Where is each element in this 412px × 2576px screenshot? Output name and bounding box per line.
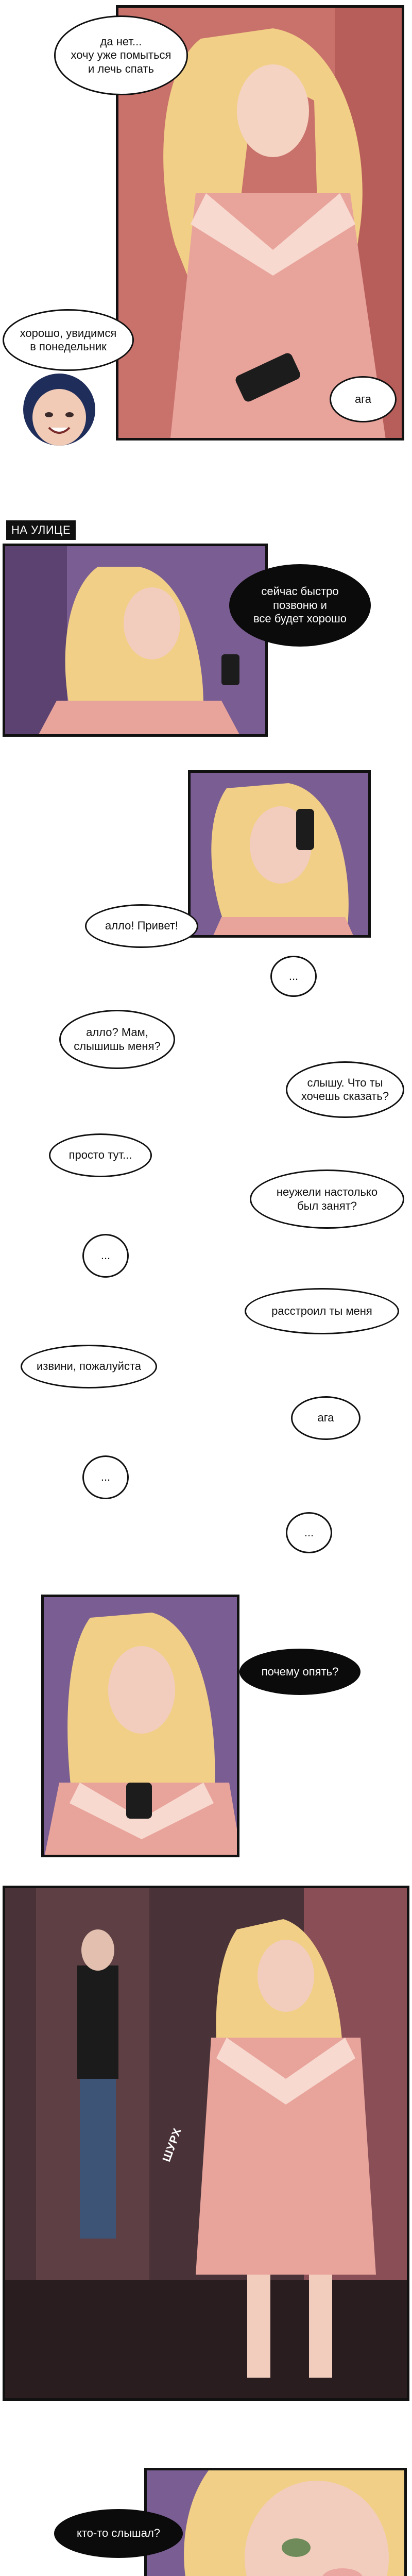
- phone: [296, 809, 314, 850]
- bubble-hello: алло! Привет!: [85, 904, 198, 948]
- panel-4-art: [44, 1597, 239, 1857]
- friend-eye-left: [45, 412, 53, 417]
- girl-face: [258, 1940, 314, 2012]
- bubble-just-here: просто тут...: [49, 1133, 152, 1177]
- face: [124, 587, 180, 659]
- bubble-ellipsis-1: ...: [270, 956, 317, 997]
- phone: [126, 1783, 152, 1819]
- panel-3-art: [191, 773, 371, 938]
- friend-face: [32, 389, 86, 446]
- bubble-aga-2: ага: [291, 1396, 360, 1440]
- dress: [36, 701, 242, 737]
- bubble-mom-hear-me: алло? Мам, слышишь меня?: [59, 1010, 175, 1069]
- bubble-sorry: извини, пожалуйста: [21, 1345, 157, 1388]
- face: [237, 64, 309, 157]
- panel-5-art: [5, 1888, 409, 2401]
- panel-4: [41, 1595, 239, 1857]
- panel-5: [3, 1886, 409, 2401]
- friend-avatar: [21, 371, 98, 448]
- friend-eye-right: [65, 412, 74, 417]
- bubble-see-you-monday: хорошо, увидимся в понедельник: [3, 309, 134, 371]
- bubble-upset: расстроил ты меня: [245, 1288, 399, 1334]
- panel-3: [188, 770, 371, 938]
- floor: [5, 2280, 409, 2401]
- face: [108, 1646, 175, 1734]
- eye: [282, 2538, 311, 2557]
- bubble-so-busy: неужели настолько был занят?: [250, 1170, 404, 1229]
- panel-6-art: [147, 2470, 407, 2576]
- sfx-rustle: ШУРХ: [160, 2126, 184, 2164]
- panel-2-art: [5, 546, 268, 737]
- phone: [221, 654, 239, 685]
- girl-dress: [196, 2038, 376, 2275]
- girl-leg-right: [309, 2275, 332, 2378]
- scene-caption: НА УЛИЦЕ: [6, 520, 76, 540]
- panel-6: [144, 2468, 407, 2576]
- bubble-aga: ага: [330, 376, 397, 422]
- bubble-ellipsis-4: ...: [286, 1512, 332, 1553]
- man-body: [77, 1965, 118, 2079]
- girl-leg-left: [247, 2275, 270, 2378]
- panel-2: [3, 544, 268, 737]
- bubble-i-hear-you: слышу. Что ты хочешь сказать?: [286, 1061, 404, 1118]
- man-legs: [80, 2079, 116, 2239]
- bubble-why-again: почему опять?: [239, 1649, 360, 1695]
- bubble-quick-call: сейчас быстро позвоню и все будет хорошо: [229, 564, 371, 647]
- bubble-wash-and-sleep: да нет... хочу уже помыться и лечь спать: [54, 15, 188, 95]
- man-head: [81, 1929, 114, 1971]
- dress: [211, 917, 355, 938]
- bubble-ellipsis-3: ...: [82, 1455, 129, 1499]
- bubble-ellipsis-2: ...: [82, 1234, 129, 1278]
- bubble-someone-heard: кто-то слышал?: [54, 2509, 183, 2558]
